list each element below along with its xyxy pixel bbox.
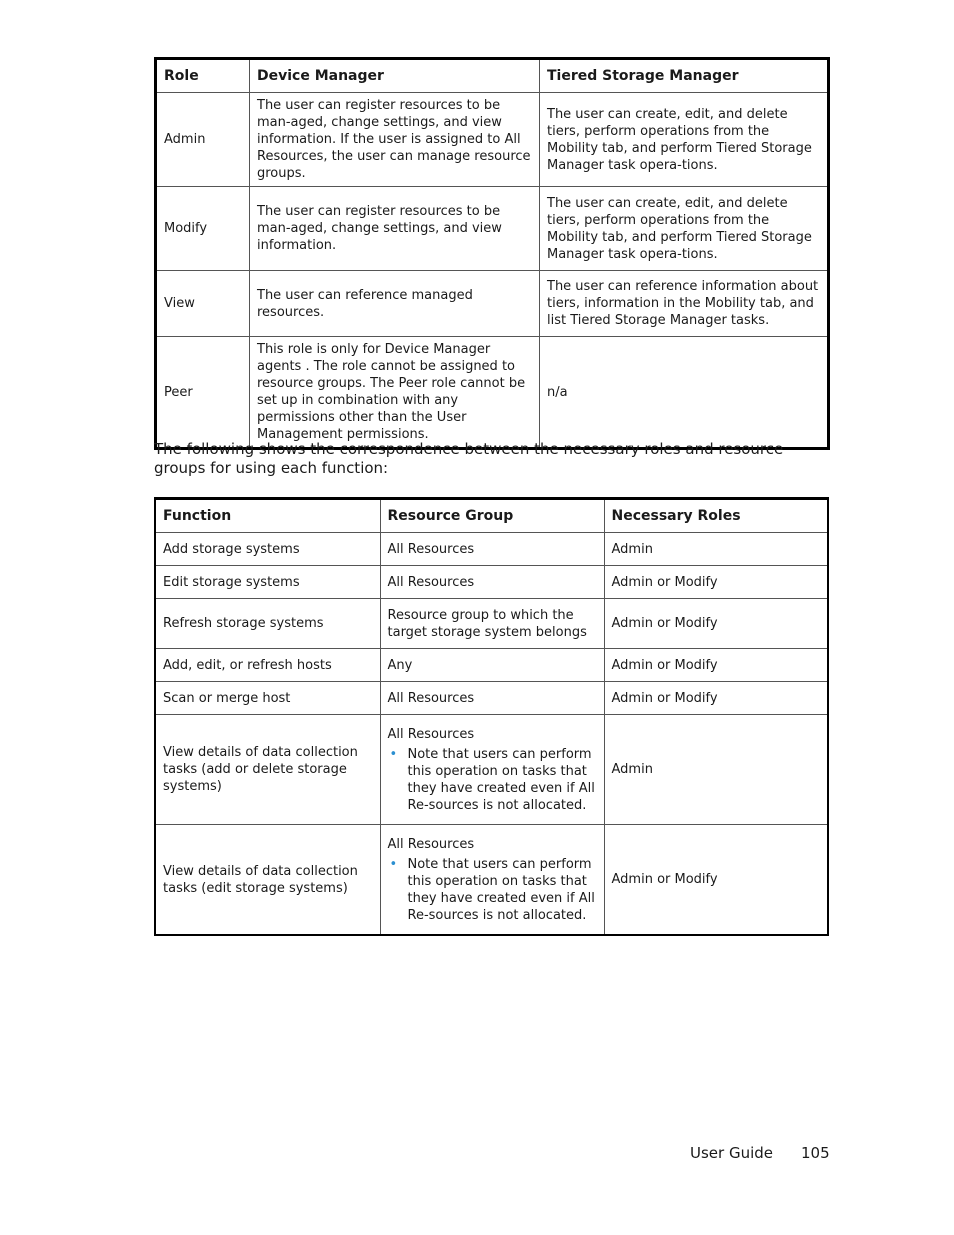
function-cell: View details of data collection tasks (edit storage systems) (155, 825, 380, 936)
resource-group-cell: All Resources (380, 682, 604, 715)
table-row (155, 566, 828, 599)
intro-paragraph: The following shows the correspondence between the necessary roles and resource groups for using each function: (154, 440, 784, 477)
table-row (155, 533, 828, 566)
function-cell: Refresh storage systems (155, 599, 380, 649)
resource-group-cell (380, 715, 604, 825)
column-header-resource-group: Resource Group (380, 499, 604, 533)
device-manager-cell: The user can register resources to be man-aged, change settings, and view information. If the user is assigned to All Resources, the user can manage resource groups. (250, 93, 540, 187)
function-cell: Add storage systems (155, 533, 380, 566)
function-cell: Add, edit, or refresh hosts (155, 649, 380, 682)
tiered-storage-manager-cell: The user can create, edit, and delete tiers, perform operations from the Mobility tab, and perform Tiered Storage Manager task opera-tions. (540, 93, 829, 187)
table-row (155, 715, 828, 825)
role-cell: Peer (156, 337, 250, 449)
role-cell: View (156, 271, 250, 337)
device-manager-cell: The user can register resources to be man-aged, change settings, and view information. (250, 187, 540, 271)
note-text: Note that users can perform this operation on tasks that they have created even if All Re-sources is not allocated. (407, 746, 595, 813)
function-cell: View details of data collection tasks (add or delete storage systems) (155, 715, 380, 825)
function-cell: Scan or merge host (155, 682, 380, 715)
table-header-row (156, 59, 829, 93)
device-manager-cell: This role is only for Device Manager agents . The role cannot be assigned to resource groups. The Peer role cannot be set up in combination with any permissions other than the User Management permissions. (250, 337, 540, 449)
table-row (155, 599, 828, 649)
table-row (156, 93, 829, 187)
table-header-row (155, 499, 828, 533)
bullet-icon: • (389, 746, 398, 762)
page-footer (690, 1143, 830, 1163)
resource-group-label: All Resources (387, 836, 475, 852)
resource-group-cell (380, 825, 604, 936)
roles-cell: Admin or Modify (604, 649, 828, 682)
roles-cell: Admin (604, 533, 828, 566)
roles-cell: Admin or Modify (604, 599, 828, 649)
note-list (388, 746, 597, 814)
resource-group-label: All Resources (387, 726, 475, 742)
column-header-function: Function (155, 499, 380, 533)
resource-group-cell: Any (380, 649, 604, 682)
table-row (156, 187, 829, 271)
roles-cell: Admin or Modify (604, 566, 828, 599)
note-text: Note that users can perform this operation on tasks that they have created even if All Re-sources is not allocated. (407, 856, 595, 923)
table-row (155, 649, 828, 682)
roles-table (154, 57, 830, 450)
resource-group-cell: All Resources (380, 566, 604, 599)
table-row (155, 825, 828, 936)
note-list (388, 856, 597, 924)
bullet-icon: • (389, 856, 398, 872)
list-item (388, 746, 597, 814)
roles-cell: Admin or Modify (604, 682, 828, 715)
resource-group-cell: All Resources (380, 533, 604, 566)
footer-title: User Guide (690, 1144, 774, 1162)
list-item (388, 856, 597, 924)
device-manager-cell: The user can reference managed resources. (250, 271, 540, 337)
tiered-storage-manager-cell: The user can reference information about tiers, information in the Mobility tab, and list Tiered Storage Manager tasks. (540, 271, 829, 337)
tiered-storage-manager-cell: n/a (540, 337, 829, 449)
column-header-device-manager: Device Manager (250, 59, 540, 93)
roles-cell: Admin (604, 715, 828, 825)
resource-group-cell: Resource group to which the target storage system belongs (380, 599, 604, 649)
column-header-necessary-roles: Necessary Roles (604, 499, 828, 533)
table-row (155, 682, 828, 715)
page-number: 105 (801, 1144, 830, 1162)
table-row (156, 271, 829, 337)
column-header-role: Role (156, 59, 250, 93)
table-row (156, 337, 829, 449)
column-header-tiered-storage-manager: Tiered Storage Manager (540, 59, 829, 93)
tiered-storage-manager-cell: The user can create, edit, and delete tiers, perform operations from the Mobility tab, and perform Tiered Storage Manager task opera-tions. (540, 187, 829, 271)
function-cell: Edit storage systems (155, 566, 380, 599)
roles-cell: Admin or Modify (604, 825, 828, 936)
functions-table (154, 497, 829, 936)
role-cell: Modify (156, 187, 250, 271)
role-cell: Admin (156, 93, 250, 187)
